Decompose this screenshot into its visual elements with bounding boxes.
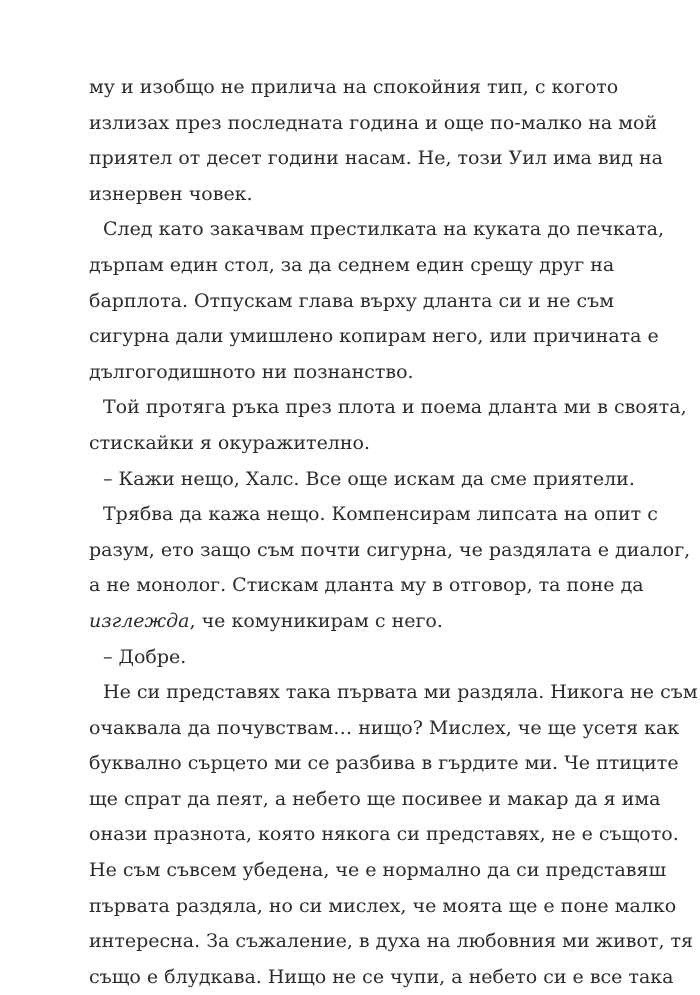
text-line: дългогодишното ни познанство. [89,360,414,383]
text-fragment: , че комуникирам с него. [189,609,443,632]
text-line: му и изобщо не прилича на спокойния тип, с когото [89,76,619,98]
text-line: барплота. Отпускам глава върху дланта си и не съм [89,289,615,312]
text-line: приятел от десет години насам. Не, този Уил има вид на [89,147,663,170]
emphasized-word: изглежда [89,609,190,632]
dialogue-line: – Кажи нещо, Халс. Все още искам да сме приятели. [103,467,635,490]
paragraph-first-line: Не си представях така първата ми раздяла. Никога не съм [103,681,698,704]
dialogue-line: – Добре. [103,645,187,668]
text-line-with-emphasis [89,604,614,640]
paragraph-first-line: Той протяга ръка през плота и поема дланта ми в своята, [103,396,687,419]
text-line: Не съм съвсем убедена, че е нормално да си представяш [89,859,667,882]
paragraph-first-line: Трябва да кажа нещо. Компенсирам липсата на опит с [103,503,658,526]
text-line: сигурна дали умишлено копирам него, или причината е [89,325,659,348]
text-line: дърпам един стол, за да седнем един срещу друг на [89,253,615,276]
text-line: интересна. За съжаление, в духа на любовния ми живот, тя [89,930,694,953]
text-line: стискайки я окуражително. [89,431,371,454]
text-line: очаквала да почувствам… нищо? Мислех, че ще усетя как [89,716,680,739]
text-line: разум, ето защо съм почти сигурна, че раздялата е диалог, [89,538,691,561]
text-line: ще спрат да пеят, а небето ще посивее и макар да я има [89,787,661,810]
text-line: изнервен човек. [89,182,253,205]
text-line: а не монолог. Стискам дланта му в отговор, та поне да [89,574,644,597]
text-line: също е блудкава. Нищо не се чупи, а небето си е все така [89,965,674,988]
paragraph-first-line: След като закачвам престилката на куката до печката, [103,218,665,241]
text-line: буквално сърцето ми се разбива в гърдите ми. Че птиците [89,752,679,775]
text-line: първата раздяла, но си мислех, че моята ще е поне малко [89,894,677,917]
text-line: излизах през последната година и още по-малко на мой [89,111,658,134]
page-text [89,70,698,995]
text-line: онази празнота, която някога си представях, не е същото. [89,823,679,846]
